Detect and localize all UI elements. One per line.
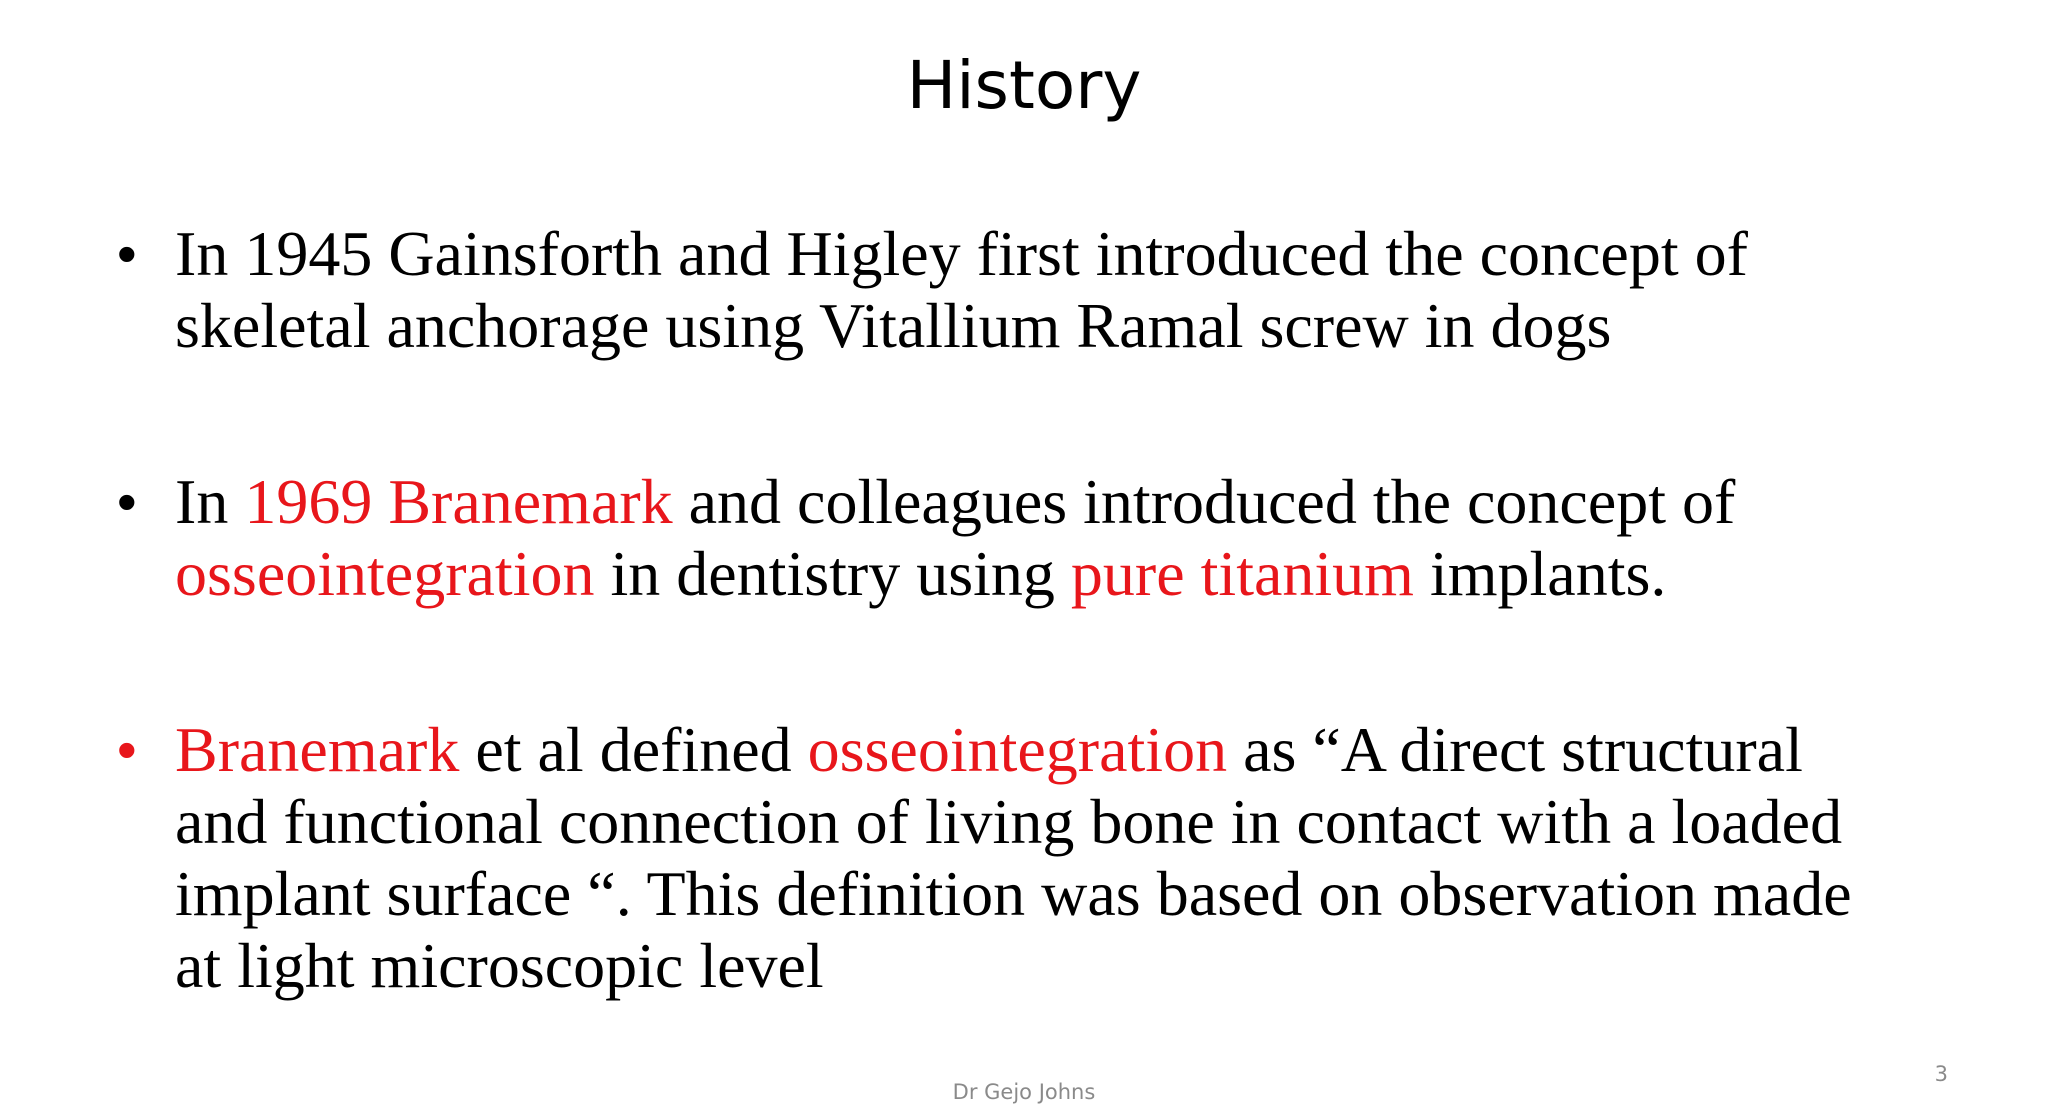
highlighted-text: osseointegration <box>807 714 1228 785</box>
bullet-item <box>117 466 2017 610</box>
text-run: implants. <box>1413 538 1667 609</box>
text-run: implant surface “. This definition was based on observation made <box>175 858 1852 929</box>
page-number: 3 <box>1934 1062 1948 1086</box>
text-line <box>175 714 2017 786</box>
text-line <box>175 930 2017 1002</box>
text-run: et al defined <box>459 714 808 785</box>
slide-title: History <box>906 47 1142 124</box>
text-run: In <box>175 466 245 537</box>
highlighted-text: pure titanium <box>1070 538 1414 609</box>
text-line <box>175 290 2017 362</box>
footer-author: Dr Gejo Johns <box>952 1080 1096 1104</box>
text-line <box>175 786 2017 858</box>
text-run: as “A direct structural <box>1227 714 1803 785</box>
text-run: and functional connection of living bone in contact with a loaded <box>175 786 1843 857</box>
text-line <box>175 858 2017 930</box>
bullet-dot-icon: • <box>117 222 137 285</box>
bullet-list <box>117 218 2017 1002</box>
text-run: skeletal anchorage using Vitallium Ramal screw in dogs <box>175 290 1612 361</box>
text-line <box>175 538 2017 610</box>
text-run: at light microscopic level <box>175 930 824 1001</box>
text-line <box>175 466 2017 538</box>
bullet-item <box>117 714 2017 1002</box>
text-line <box>175 218 2017 290</box>
highlighted-text: osseointegration <box>175 538 595 609</box>
highlighted-text: 1969 Branemark <box>244 466 673 537</box>
bullet-item <box>117 218 2017 362</box>
bullet-dot-icon: • <box>117 470 137 533</box>
text-run: in dentistry using <box>594 538 1071 609</box>
highlighted-text: Branemark <box>175 714 460 785</box>
text-run: and colleagues introduced the concept of <box>672 466 1736 537</box>
bullet-dot-icon: • <box>117 718 137 781</box>
text-run: In 1945 Gainsforth and Higley first introduced the concept of <box>175 218 1748 289</box>
